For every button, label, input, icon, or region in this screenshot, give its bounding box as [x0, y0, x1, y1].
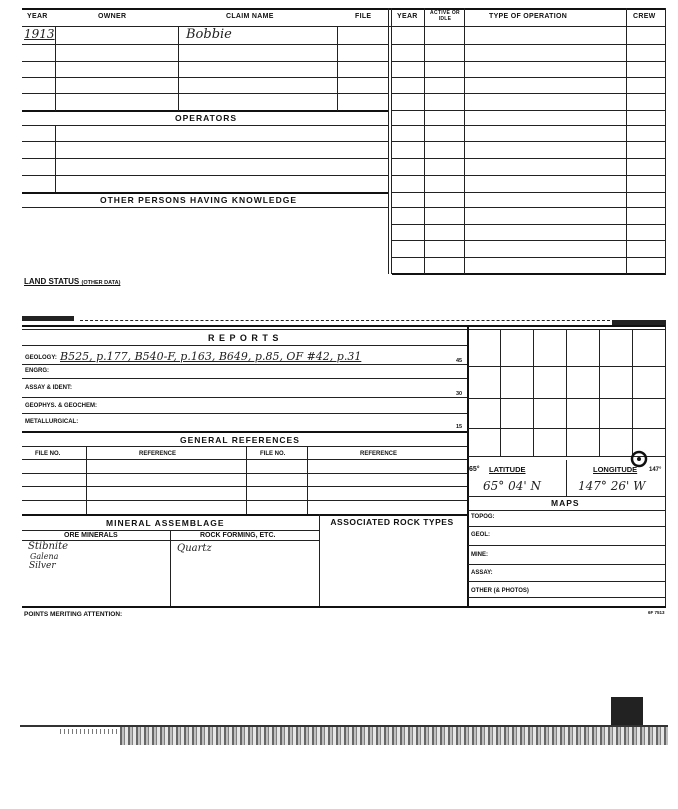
report-assay-label: ASSAY & IDENT: [25, 385, 73, 391]
reports-title: R E P O R T S [208, 333, 280, 343]
row-rule [22, 473, 468, 474]
row-rule [22, 207, 388, 208]
reports-top-border-2 [22, 329, 666, 330]
tape-mark-left [22, 316, 74, 321]
points-top-rule [22, 606, 666, 608]
general-references-top-rule [22, 431, 468, 433]
row-rule [392, 110, 666, 111]
grid-col [500, 330, 501, 456]
maps-mine: MINE: [471, 552, 488, 558]
report-num-15: 15 [456, 424, 463, 430]
row-rule [22, 93, 388, 94]
header-crew: CREW [633, 13, 656, 20]
general-references-title: GENERAL REFERENCES [180, 435, 300, 445]
operators-top-rule [22, 110, 388, 112]
scan-block-mark [611, 697, 643, 725]
land-status-label [24, 277, 120, 286]
entry-year: 1913 [24, 27, 55, 41]
ore-mineral-item: Silver [29, 561, 56, 571]
maps-title: MAPS [551, 498, 580, 508]
row-rule [392, 224, 666, 225]
header-bottom-rule [22, 26, 666, 27]
row-rule [22, 175, 388, 176]
row-rule [22, 500, 468, 501]
other-persons-top-rule [22, 192, 388, 194]
col-rule [307, 446, 308, 514]
mineral-assemblage-title: MINERAL ASSEMBLAGE [106, 518, 225, 528]
row-rule [392, 93, 666, 94]
ore-minerals-label: ORE MINERALS [64, 532, 118, 539]
row-rule [22, 345, 468, 346]
longitude-label: LONGITUDE [593, 465, 638, 474]
associated-rock-types-title: ASSOCIATED ROCK TYPES [330, 517, 454, 527]
grid-col [566, 330, 567, 456]
row-rule [468, 545, 665, 546]
row-rule [22, 61, 388, 62]
rock-forming-item: Quartz [177, 543, 212, 554]
row-rule [22, 459, 468, 460]
center-divider [388, 8, 389, 274]
header-year: YEAR [27, 13, 48, 20]
grid-col [632, 330, 633, 456]
report-num-30: 30 [456, 391, 463, 397]
row-rule [22, 77, 388, 78]
ore-mineral-item: Galena [30, 552, 59, 561]
lon-suffix: 147° [649, 467, 662, 473]
col-rule [464, 8, 465, 274]
row-rule [22, 158, 388, 159]
row-rule [468, 581, 665, 582]
row-rule [468, 510, 665, 511]
land-status-sub: (OTHER DATA) [81, 280, 121, 286]
header-type-of-operation: TYPE OF OPERATION [489, 13, 568, 20]
col-rule [86, 446, 87, 514]
report-num-45: 45 [456, 358, 463, 364]
longitude-value: 147° 26' W [578, 479, 646, 493]
scan-noise-band [120, 727, 668, 745]
row-rule [468, 564, 665, 565]
col-rule [319, 514, 320, 607]
form-number: 6F 7513 [648, 610, 665, 615]
right-edge [665, 8, 666, 274]
col-rule [55, 27, 56, 111]
points-meriting-attention-label: POINTS MERITING ATTENTION: [24, 611, 123, 618]
fold-line [80, 320, 610, 321]
row-rule [392, 240, 666, 241]
top-border [22, 8, 666, 10]
grid-col [599, 330, 600, 456]
reports-top-border [22, 325, 666, 327]
report-engrg-label: ENGRG: [25, 368, 49, 374]
header-file: FILE [355, 13, 372, 20]
row-rule [392, 192, 666, 193]
scan-noise-band [60, 729, 120, 734]
row-rule [468, 597, 665, 598]
entry-claim-name: Bobbie [186, 27, 232, 42]
row-rule [22, 413, 468, 414]
row-rule [22, 486, 468, 487]
row-rule [22, 125, 388, 126]
coord-divider [566, 460, 567, 496]
rock-forming-label: ROCK FORMING, ETC. [200, 532, 276, 539]
row-rule [392, 158, 666, 159]
genref-col-file-no-2: FILE NO. [260, 451, 286, 457]
right-edge [665, 325, 666, 607]
row-rule [392, 77, 666, 78]
row-rule [392, 273, 666, 275]
row-rule [22, 141, 388, 142]
header-active-or-idle: ACTIVE OR IDLE [430, 10, 460, 22]
genref-col-reference-1: REFERENCE [139, 451, 177, 457]
genref-col-file-no-1: FILE NO. [35, 451, 61, 457]
col-rule [170, 530, 171, 607]
latitude-label: LATITUDE [489, 465, 526, 474]
mineral-top-rule [22, 514, 468, 516]
grid-row [468, 398, 665, 399]
row-rule [22, 397, 468, 398]
other-persons-title: OTHER PERSONS HAVING KNOWLEDGE [100, 195, 298, 205]
row-rule [468, 526, 665, 527]
operators-title: OPERATORS [175, 113, 238, 123]
report-geophys-label: GEOPHYS. & GEOCHEM: [25, 403, 98, 409]
report-geology-label: GEOLOGY: [25, 355, 57, 361]
report-metallurgical-label: METALLURGICAL: [25, 419, 79, 425]
header-claim-name: CLAIM NAME [226, 13, 274, 20]
col-rule [55, 126, 56, 192]
circle-mark-icon [630, 450, 648, 468]
ore-mineral-item: Stibnite [28, 541, 69, 552]
row-rule [22, 446, 468, 447]
col-rule [337, 27, 338, 111]
row-rule [392, 61, 666, 62]
col-rule [178, 27, 179, 111]
row-rule [22, 44, 388, 45]
row-rule [392, 257, 666, 258]
header-owner: OWNER [98, 13, 127, 20]
row-rule [22, 364, 468, 365]
report-geology-value: B525, p.177, B540-F, p.163, B649, p.85, OF #42, p.31 [60, 350, 362, 363]
row-rule [392, 44, 666, 45]
col-rule [626, 8, 627, 274]
col-rule [246, 446, 247, 514]
maps-assay: ASSAY: [471, 570, 493, 576]
latitude-value: 65° 04' N [483, 479, 541, 493]
lat-prefix: 65° [469, 466, 480, 473]
row-rule [392, 207, 666, 208]
grid-row [468, 428, 665, 429]
grid-row [468, 366, 665, 367]
row-rule [22, 378, 468, 379]
maps-geol: GEOL: [471, 532, 490, 538]
row-rule [468, 496, 665, 497]
row-rule [392, 125, 666, 126]
grid-col [533, 330, 534, 456]
maps-other: OTHER (& PHOTOS) [471, 588, 529, 594]
header-year-2: YEAR [397, 13, 418, 20]
col-rule [424, 8, 425, 274]
land-status-text: LAND STATUS [24, 277, 80, 286]
row-rule [392, 141, 666, 142]
genref-col-reference-2: REFERENCE [360, 451, 398, 457]
maps-topog: TOPOG: [471, 514, 495, 520]
row-rule [392, 175, 666, 176]
